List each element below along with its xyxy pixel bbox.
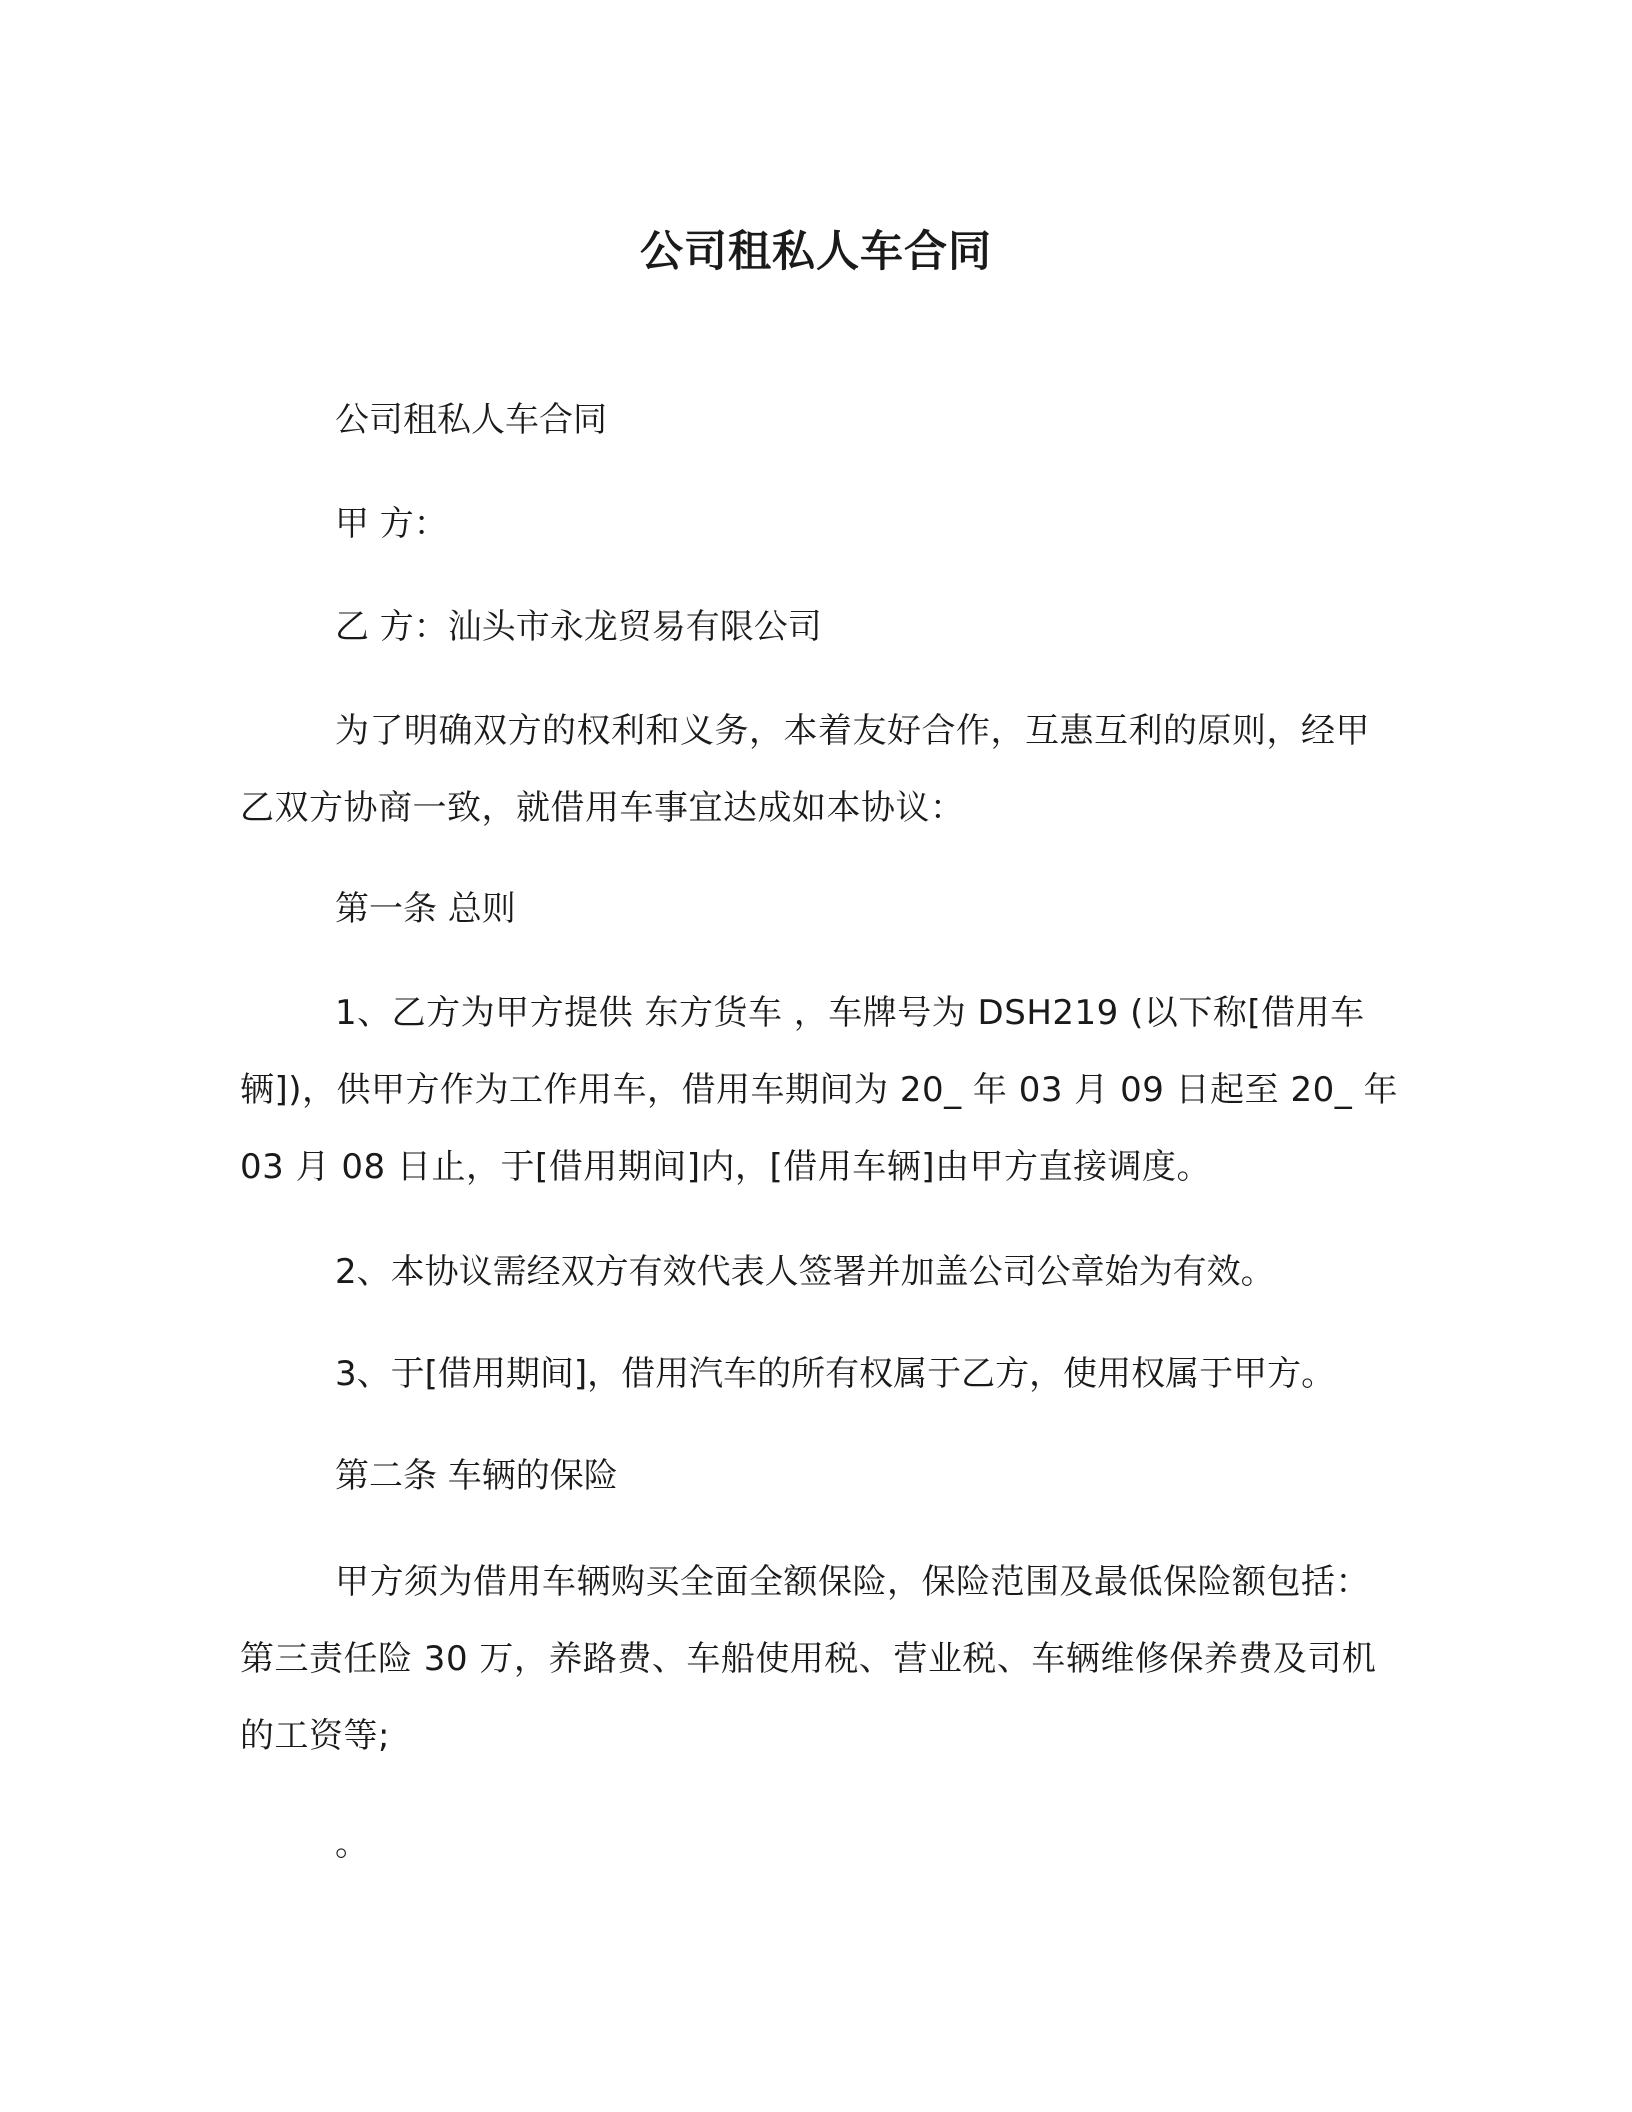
article-2-heading: 第二条 车辆的保险 [335,1456,618,1496]
article-1-item-3: 3、于[借用期间]，借用汽车的所有权属于乙方，使用权属于甲方。 [335,1354,1336,1394]
party-a-line: 甲 方： [335,504,448,544]
trailing-mark: 。 [335,1824,369,1864]
article-1-item-2: 2、本协议需经双方有效代表人签署并加盖公司公章始为有效。 [335,1252,1275,1292]
article-1-item-1: 1、乙方为甲方提供 东方货车 ，车牌号为 DSH219 (以下称[借用车辆])，供甲方作为工作用车，借用车期间为 20_ 年 03 月 09 日起至 20_ 年 03 月 08 日止，于[借用期间]内，[借用车辆]由甲方直接调度。 [240,993,1399,1187]
party-b-line: 乙 方：汕头市永龙贸易有限公司 [335,607,822,647]
article-2-body: 甲方须为借用车辆购买全面全额保险，保险范围及最低保险额包括：第三责任险 30 万，养路费、车船使用税、营业税、车辆维修保养费及司机的工资等; [240,1562,1377,1756]
document-subtitle: 公司租私人车合同 [335,400,607,440]
article-1-heading: 第一条 总则 [335,889,516,929]
document-title: 公司租私人车合同 [640,227,992,277]
preamble-paragraph: 为了明确双方的权利和义务，本着友好合作，互惠互利的原则，经甲乙双方协商一致，就借用车事宜达成如本协议： [240,711,1370,828]
